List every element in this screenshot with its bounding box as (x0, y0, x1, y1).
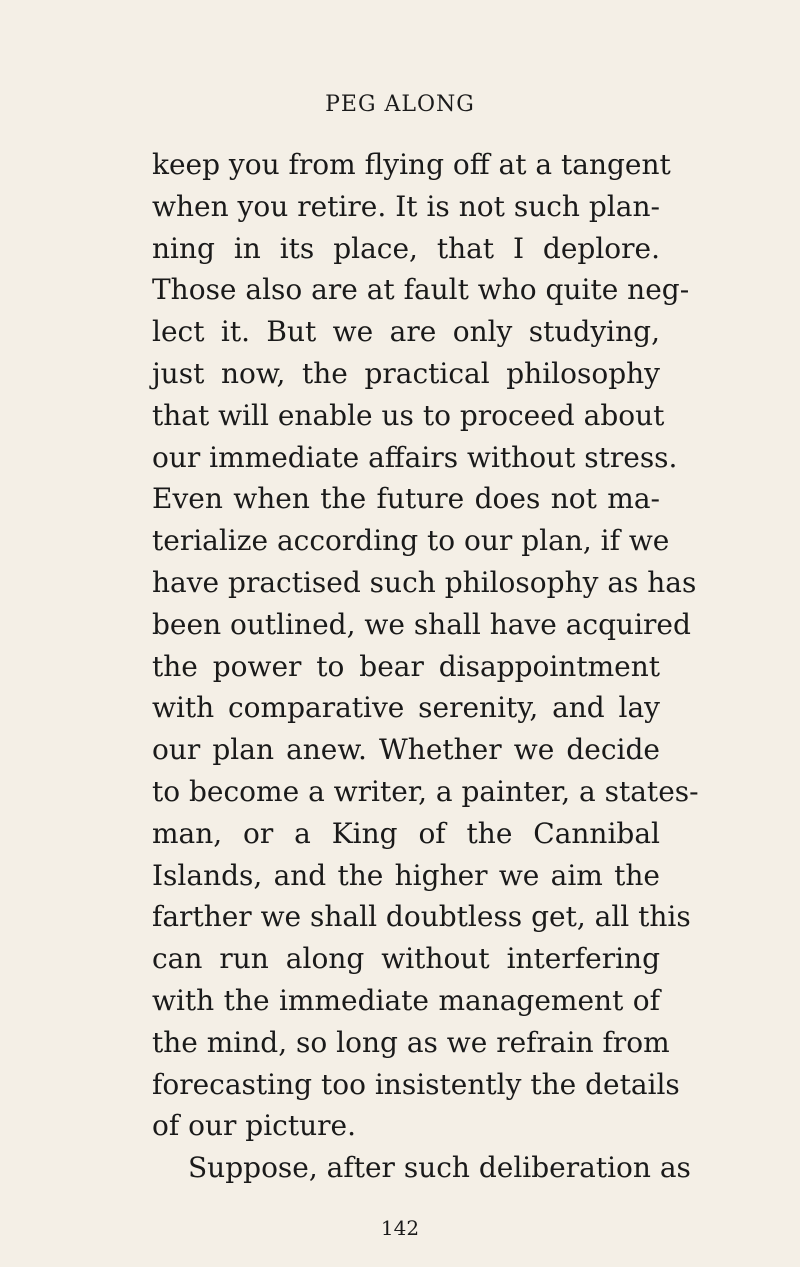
text-line: can run along without interfering (152, 942, 660, 976)
text-line: our plan anew. Whether we decide (152, 733, 660, 767)
text-line: been outlined, we shall have acquired (152, 607, 691, 641)
text-line-paragraph-start: Suppose, after such deliberation as (188, 1151, 691, 1185)
text-line: Those also are at fault who quite neg- (152, 273, 690, 307)
text-line: with the immediate management of (152, 983, 660, 1017)
page-number: 142 (380, 1216, 420, 1240)
text-line: just now, the practical philosophy (152, 356, 660, 390)
text-line: that will enable us to proceed about (152, 398, 665, 432)
text-line: keep you from flying off at a tangent (152, 148, 671, 181)
text-line: the power to bear disappointment (152, 649, 660, 683)
text-line: farther we shall doubtless get, all this (152, 900, 691, 934)
text-line: forecasting too insistently the details (152, 1067, 680, 1101)
text-line: man, or a King of the Cannibal (152, 816, 660, 850)
text-line: terialize according to our plan, if we (152, 524, 670, 558)
text-line: the mind, so long as we refrain from (152, 1025, 670, 1059)
text-line: ning in its place, that I deplore. (152, 231, 660, 265)
text-line: Even when the future does not ma- (152, 482, 660, 516)
text-line: have practised such philosophy as has (152, 565, 697, 599)
text-line: to become a writer, a painter, a states- (152, 774, 699, 808)
text-line: our immediate affairs without stress. (152, 440, 678, 474)
text-line: Islands, and the higher we aim the (152, 858, 660, 892)
text-line: of our picture. (152, 1109, 356, 1143)
text-line: when you retire. It is not such plan- (152, 189, 660, 223)
text-line: lect it. But we are only studying, (152, 315, 660, 349)
body-text (152, 144, 699, 1189)
running-head: PEG ALONG (325, 92, 475, 117)
text-line: with comparative serenity, and lay (152, 691, 660, 725)
